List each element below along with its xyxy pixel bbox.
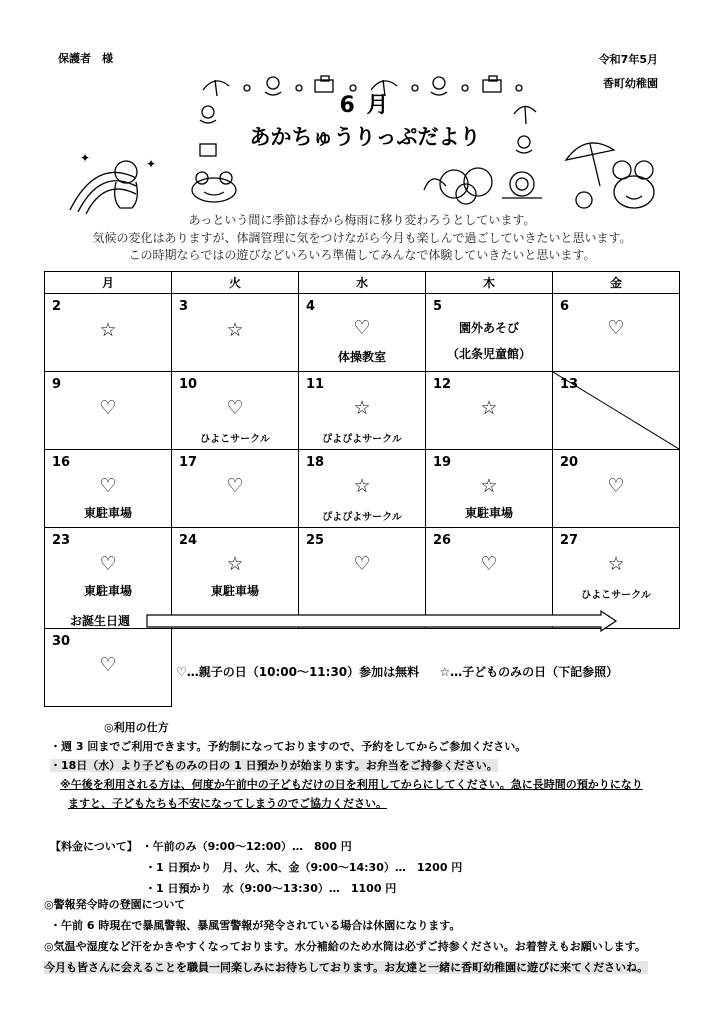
fee-full-day-wed: ・1 日預かり 水（9:00～13:30）… 1100 円 [145, 882, 397, 895]
day-event: 東駐車場 [210, 584, 259, 598]
heart-icon: ♡ [607, 317, 625, 339]
heart-icon: ♡ [480, 553, 498, 575]
day-event: 園外あそび [458, 321, 519, 335]
star-icon: ☆ [226, 553, 244, 575]
day-event: 東駐車場 [83, 584, 132, 598]
day-number: 27 [560, 533, 579, 548]
health-note: ◎気温や湿度など汗をかきやすくなっております。水分補給のため水筒は必ずご持参ください。お着替えもお願いします。 [44, 940, 646, 953]
svg-text:✦: ✦ [80, 151, 91, 165]
title-month: 6 月 [339, 93, 391, 118]
fees-section [50, 836, 700, 899]
calendar-week [45, 372, 680, 450]
issue-date: 令和7年5月 [598, 53, 658, 66]
calendar-week [45, 450, 680, 528]
heart-icon: ♡ [353, 317, 371, 339]
day-number: 25 [306, 533, 325, 548]
usage-line: ・週 3 回までご利用できます。予約制になっておりますので、予約をしてからご参加ください。 [50, 740, 527, 753]
newsletter-title [200, 88, 530, 151]
addressee: 保護者 様 [58, 52, 113, 65]
calendar-day-closed [553, 372, 680, 450]
heart-icon: ♡ [607, 475, 625, 497]
birthday-week-label: お誕生日週 [70, 614, 131, 628]
calendar-day [426, 294, 553, 372]
legend-area [172, 629, 680, 707]
calendar-day [45, 450, 172, 528]
weekday-header: 木 [426, 272, 553, 294]
weekday-header: 月 [45, 272, 172, 294]
title-main: あかちゅうりっぷだより [249, 125, 481, 149]
rainbow-teru-teru-illustration [66, 138, 166, 218]
weekday-header: 水 [299, 272, 426, 294]
day-number: 24 [179, 533, 198, 548]
header-info [599, 48, 658, 96]
calendar-day [426, 450, 553, 528]
day-number: 9 [52, 377, 62, 392]
calendar-day [45, 629, 172, 707]
day-number: 26 [433, 533, 452, 548]
legend-parent-day: ♡…親子の日（10:00～11:30）参加は無料 [176, 665, 420, 679]
svg-text:✦: ✦ [146, 157, 157, 171]
heart-icon: ♡ [99, 475, 117, 497]
heart-icon: ♡ [99, 553, 117, 575]
heart-icon: ♡ [353, 553, 371, 575]
day-event: ひよこサークル [200, 434, 270, 445]
calendar-day [172, 294, 299, 372]
calendar-day [299, 450, 426, 528]
calendar-week [45, 629, 680, 707]
day-number: 10 [179, 377, 198, 392]
hydrangea-snail-illustration [418, 160, 548, 208]
usage-note-cont: ますと、子どもたちも不安になってしまうのでご協力ください。 [68, 797, 387, 810]
day-event: ひよこサークル [581, 590, 651, 601]
legend [172, 663, 682, 680]
fee-morning: ・午前のみ（9:00～12:00）… 800 円 [141, 840, 352, 853]
calendar-day [45, 372, 172, 450]
frog-illustration [186, 166, 242, 204]
day-number: 18 [306, 455, 325, 470]
weekday-header: 火 [172, 272, 299, 294]
fees-label: 【料金について】 [50, 840, 138, 853]
day-event: 体操教室 [337, 350, 386, 364]
heart-icon: ♡ [99, 654, 117, 676]
calendar-day [299, 372, 426, 450]
day-number: 16 [52, 455, 71, 470]
school-name: 香町幼稚園 [603, 77, 658, 90]
day-number: 13 [560, 377, 579, 392]
calendar-day [172, 450, 299, 528]
calendar-day [45, 294, 172, 372]
heart-icon: ♡ [99, 397, 117, 419]
notices-section [44, 894, 704, 978]
heart-icon: ♡ [226, 475, 244, 497]
fee-full-day-mtwf: ・1 日預かり 月、火、木、金（9:00～14:30）… 1200 円 [145, 861, 463, 874]
calendar-week [45, 294, 680, 372]
legend-child-day: ☆…子どものみの日（下記参照） [439, 665, 619, 679]
day-number: 20 [560, 455, 579, 470]
calendar-day [553, 450, 680, 528]
intro-line: 気候の変化はありますが、体調管理に気をつけながら今月も楽しんで過ごしていきたいと思います。 [92, 230, 632, 245]
star-icon: ☆ [226, 319, 244, 341]
day-number: 5 [433, 299, 443, 314]
day-number: 3 [179, 299, 189, 314]
star-icon: ☆ [353, 475, 371, 497]
star-icon: ☆ [480, 475, 498, 497]
day-number: 30 [52, 634, 71, 649]
frog-umbrella-illustration [560, 130, 670, 218]
day-number: 17 [179, 455, 198, 470]
intro-line: この時期ならではの遊びなどいろいろ準備してみんなで体験していきたいと思います。 [128, 248, 596, 262]
closing-message: 今月も皆さんに会えることを職員一同楽しみにお待ちしております。お友達と一緒に香町幼稚園に遊びに来てくださいね。 [44, 961, 649, 974]
calendar-day [299, 294, 426, 372]
star-icon: ☆ [607, 553, 625, 575]
calendar-day [172, 372, 299, 450]
day-number: 4 [306, 299, 316, 314]
usage-heading: ◎利用の仕方 [104, 721, 169, 734]
star-icon: ☆ [99, 319, 117, 341]
heart-icon: ♡ [226, 397, 244, 419]
day-event: 東駐車場 [464, 506, 513, 520]
weekday-header-row [45, 272, 680, 294]
usage-section [50, 718, 700, 813]
calendar-table [44, 271, 680, 707]
day-number: 19 [433, 455, 452, 470]
day-event: ぴよぴよサークル [322, 512, 402, 523]
alert-text: ・午前 6 時現在で暴風警報、暴風雪警報が発令されている場合は休園になります。 [50, 919, 461, 932]
alert-heading: ◎警報発令時の登園について [44, 898, 186, 911]
star-icon: ☆ [353, 397, 371, 419]
birthday-week-arrow [146, 610, 618, 632]
intro-text [40, 212, 684, 265]
intro-line: あっという間に季節は春から梅雨に移り変わろうとしています。 [188, 213, 536, 227]
calendar-day [426, 372, 553, 450]
usage-note: ※午後を利用される方は、何度か午前中の子どもだけの日を利用してからにしてください。急に長時間の預かりになり [60, 778, 643, 791]
day-number: 12 [433, 377, 452, 392]
usage-line-highlight: ・18日（水）より子どものみの日の 1 日預かりが始まります。お弁当をご持参ください。 [50, 759, 498, 772]
day-event: ぴよぴよサークル [322, 434, 402, 445]
day-event-location: （北条児童館） [446, 347, 531, 361]
star-icon: ☆ [480, 397, 498, 419]
weekday-header: 金 [553, 272, 680, 294]
day-number: 6 [560, 299, 570, 314]
day-number: 11 [306, 377, 325, 392]
day-event: 東駐車場 [83, 506, 132, 520]
calendar-day [553, 294, 680, 372]
day-number: 23 [52, 533, 71, 548]
day-number: 2 [52, 299, 62, 314]
